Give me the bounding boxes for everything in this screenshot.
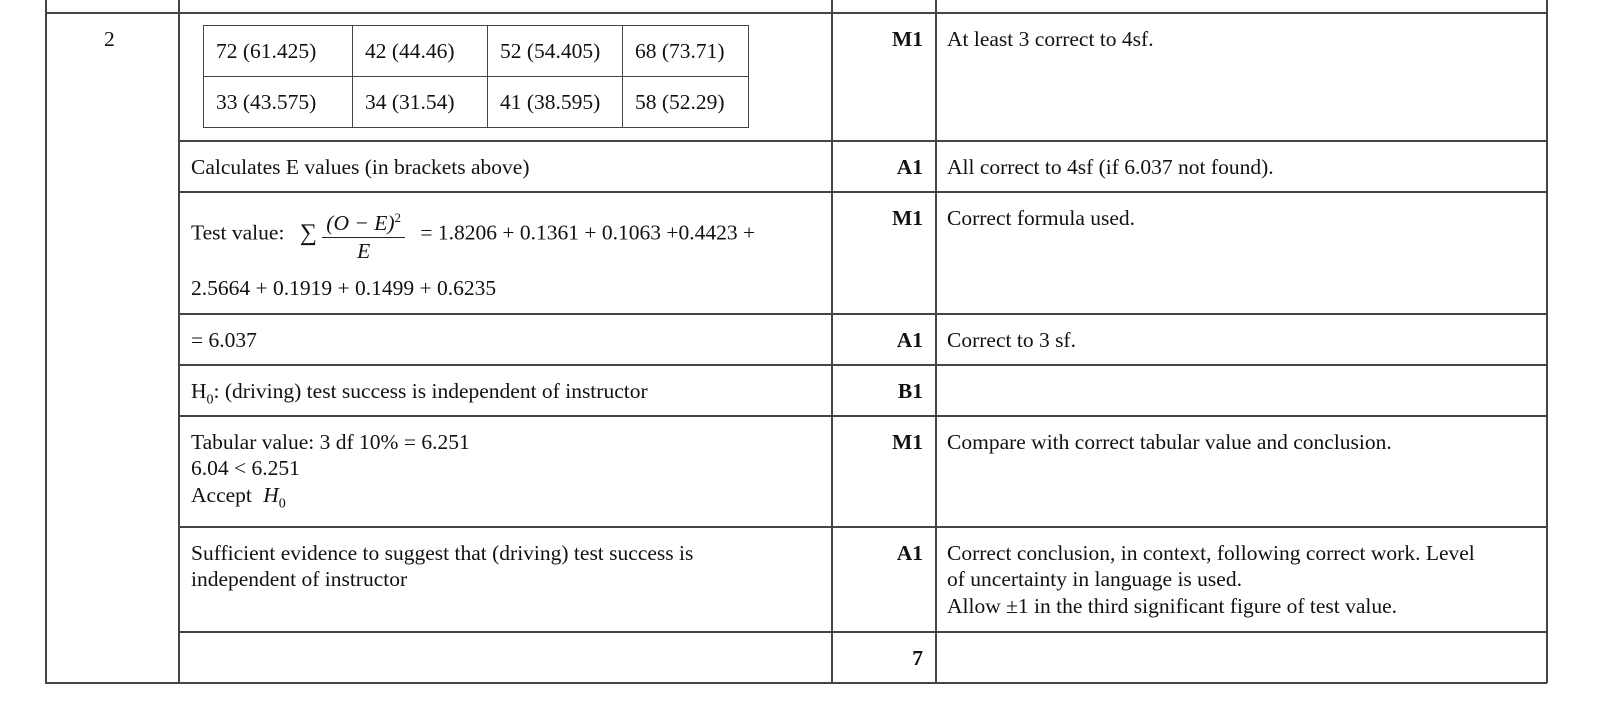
row-divider [178,631,1547,633]
h-symbol: H [263,483,279,507]
table-row [204,26,749,77]
mark-code: M1 [891,206,923,230]
table-row [204,77,749,128]
guidance-line: Correct conclusion, in context, following correct work. Level [947,541,1475,565]
col-divider [45,0,47,683]
h-symbol: H [191,379,207,403]
working-prefix: Test value: [191,220,285,245]
row-divider [178,140,1547,142]
fraction-numerator [322,204,405,238]
question-number: 2 [104,27,115,51]
guidance-line: Allow ±1 in the third significant figure of test value. [947,594,1398,618]
guidance-text: Correct formula used. [947,206,1136,230]
guidance-text: All correct to 4sf (if 6.037 not found). [947,155,1274,179]
mark-code: A1 [896,541,923,565]
h-subscript: 0 [278,496,286,512]
guidance-line: of uncertainty in language is used. [947,567,1242,591]
table-cell: 58 (52.29) [623,77,749,128]
working-line: Sufficient evidence to suggest that (driving) test success is [191,541,694,565]
col-divider [831,0,833,683]
row-divider [178,415,1547,417]
guidance-text: At least 3 correct to 4sf. [947,27,1154,51]
fraction-denominator: E [357,239,371,264]
working-line: = 1.8206 + 0.1361 + 0.1063 +0.4423 + [420,220,756,245]
row-divider [178,313,1547,315]
null-hypothesis [191,378,648,413]
mark-code: M1 [891,27,923,51]
working-line: Tabular value: 3 df 10% = 6.251 [191,430,470,454]
test-value-formula [191,204,755,265]
working-line: 6.04 < 6.251 [191,456,300,480]
working-text: : (driving) test success is independent of instructor [213,379,648,403]
mark-code: A1 [896,328,923,352]
col-divider [178,0,180,683]
exponent: 2 [394,210,402,225]
fraction [322,204,405,265]
working-text: = 6.037 [191,328,257,352]
table-cell: 72 (61.425) [204,26,353,77]
table-cell: 34 (31.54) [353,77,488,128]
sigma-symbol: ∑ [299,219,317,246]
working-text: Calculates E values (in brackets above) [191,155,530,179]
working-line: independent of instructor [191,567,408,591]
mark-code: B1 [897,379,923,403]
accept-line [191,482,286,517]
guidance-text: Correct to 3 sf. [947,328,1076,352]
h-subscript: 0 [206,392,214,408]
col-divider [1546,0,1548,683]
mark-code: A1 [896,155,923,179]
row-divider [178,364,1547,366]
numerator-text: (O − E) [326,211,395,236]
total-marks: 7 [912,646,923,670]
table-cell: 42 (44.46) [353,26,488,77]
mark-code: M1 [891,430,923,454]
bottom-border [45,682,1547,684]
table-cell: 33 (43.575) [204,77,353,128]
guidance-text: Compare with correct tabular value and conclusion. [947,430,1392,454]
observed-expected-table [203,25,749,128]
table-cell: 52 (54.405) [488,26,623,77]
col-divider [935,0,937,683]
row-divider [178,526,1547,528]
table-cell: 41 (38.595) [488,77,623,128]
row-divider [178,191,1547,193]
accept-text: Accept [191,483,252,507]
table-cell: 68 (73.71) [623,26,749,77]
working-line: 2.5664 + 0.1919 + 0.1499 + 0.6235 [191,276,497,300]
top-border [45,12,1547,14]
